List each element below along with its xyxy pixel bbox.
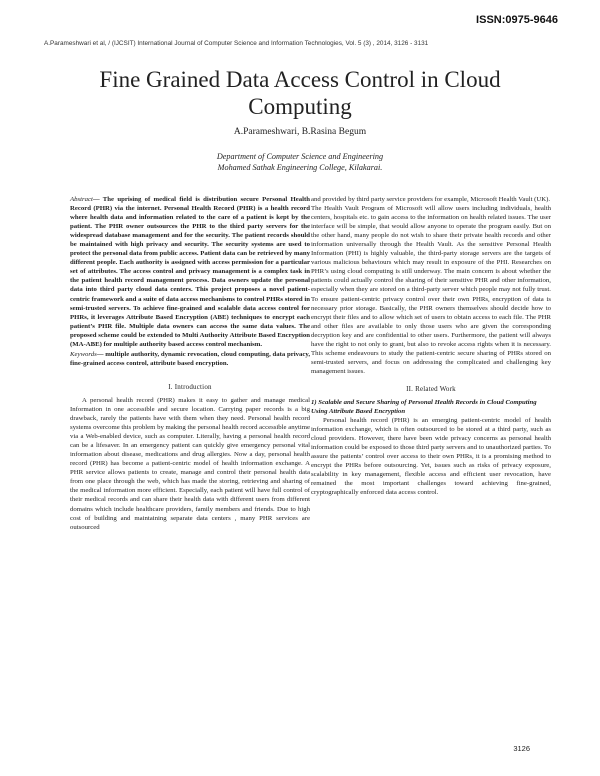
introduction-paragraph: A personal health record (PHR) makes it easy to gather and manage medical Information in one accessible and secure location. Carrying paper records is a big drawback, rarely the patients have with them when they need. Personal health record systems overcome this problem by making the personal health record accessible anytime via a Web-enabled device, such as computer. Literally, having a personal health record can be a lifesaver. In an emergency patient can quickly give emergency personal vital information about disease, medications and drug allergies. Now a day, personal health record (PHR) has become a patient-centric model of health information exchange. A PHR service allows patients to create, manage and control their personal health data from one place through the web, which has made the storing, retrieving and sharing of the medical information more efficient. Especially, each patient will have full control of their medical records and can share their health data with different users from different domains which include healthcare providers, family members and friends. Due to high cost of building and maintaining separate data centers , many PHR services are outsourced [70,396,310,531]
paragraph-health-vault: The Health Vault Program of Microsoft will allow users including individuals, health centers, hospitals etc. to gain access to the information on health related issues. The user interface will be simple, that would allow anyone to operate the program easily. But on the other hand, many people do not wish to share their private health records and other information universally through the Health Vault. As the sensitive Personal Health Information (PHI) is highly valuable, the third-party storage servers are the targets of various malicious behaviours which may result in exposure of the PHI. Researches on PHR’s using cloud computing is still underway. The main concern is about whether the patients could actually control the sharing of their sensitive PHR and other information, especially when they are stored on a third-party server which people may not fully trust. To ensure patient-centric privacy control over their own PHRs, encryption of data is necessary prior storage. Basically, the PHR owners themselves should decide how to encrypt their files and to allow which set of users to obtain access to each file. The PHR and other files are available to only those users who are given the corresponding decryption key and are confidential to other users. Furthermore, the patient will always have the right to not only to grant, but also to revoke access rights when it is necessary. This scheme endeavours to study the patient-centric secure sharing of PHRs stored on semi-trusted servers, and focus on addressing the complicated and challenging key management issues. [311,205,551,375]
subsection-heading: 1) Scalable and Secure Sharing of Personal Health Records in Cloud Computing Using Attribute Based Encryption [311,398,537,416]
affiliation-college: Mohamed Sathak Engineering College, Kilakarai. [217,163,383,172]
issn-label: ISSN:0975-9646 [476,14,558,26]
running-head: A.Parameshwari et al, / (IJCSIT) International Journal of Computer Science and Information Technologies, Vol. 5 (3) , 2014, 3126 - 3131 [44,40,429,47]
paragraph-related-work: Personal health record (PHR) is an emerging patient-centric model of health information exchange, which is often outsourced to be stored at a third party, such as cloud providers. However, there have been wide privacy concerns as personal health information could be exposed to those third party servers and to unauthorized parties. To assure the patients’ control over access to their own PHRs, it is a promising method to encrypt the PHRs before outsourcing. Yet, issues such as risks of privacy exposure, scalability in key management, flexible access and efficient user revocation, have remained the most important challenges toward achieving fine-grained, cryptographically enforced data access control. [311,417,551,497]
left-column [70,195,310,532]
right-column [311,195,551,498]
keywords-text: — multiple authority, dynamic revocation, cloud computing, data privacy, fine-grained access control, attribute based encryption. [70,350,311,367]
affiliation-department: Department of Computer Science and Engineering [216,152,384,161]
paper-authors: A.Parameshwari, B.Rasina Begum [233,127,367,137]
section-heading-introduction: I. Introduction [168,382,212,391]
abstract-text: — The uprising of medical field is distribution secure Personal Health Record (PHR) via the internet. Personal Health Record (PHR) is a health record where health data and information related to the care of a patient is kept by the patient. The PHR owner outsources the PHR to the third party servers for the widespread database management and for the security. The patient records should be maintained with high privacy and security. The security systems are used to protect the personal data from public access. Patient data can be retrieved by many different people. Each authority is assigned with access permission for a particular set of attributes. The access control and privacy management is a complex task in the patient health record management process. Data owners update the personal data into third party cloud data centers. This project proposes a novel patient-centric framework and a suite of data access mechanisms to control PHRs stored in semi-trusted servers. To achieve fine-grained and scalable data access control for PHRs, it leverages Attribute Based Encryption (ABE) techniques to encrypt each patient’s PHR file. Multiple data owners can access the same data values. The proposed scheme could be extended to Multi Authority Attribute Based Encryption (MA-ABE) for multiple authority based access control mechanism. [70,196,310,348]
section-heading-related-work: II. Related Work [406,384,456,393]
abstract [70,195,310,349]
page-number: 3126 [513,744,530,753]
keywords [70,350,310,368]
paragraph-continuation: and provided by third party service providers for example, Microsoft Health Vault (UK). [311,196,551,203]
abstract-label: Abstract [70,196,93,203]
affiliation [60,151,540,173]
paper-title: Fine Grained Data Access Control in Cloud Computing [99,67,501,119]
keywords-label: Keywords [70,350,97,358]
